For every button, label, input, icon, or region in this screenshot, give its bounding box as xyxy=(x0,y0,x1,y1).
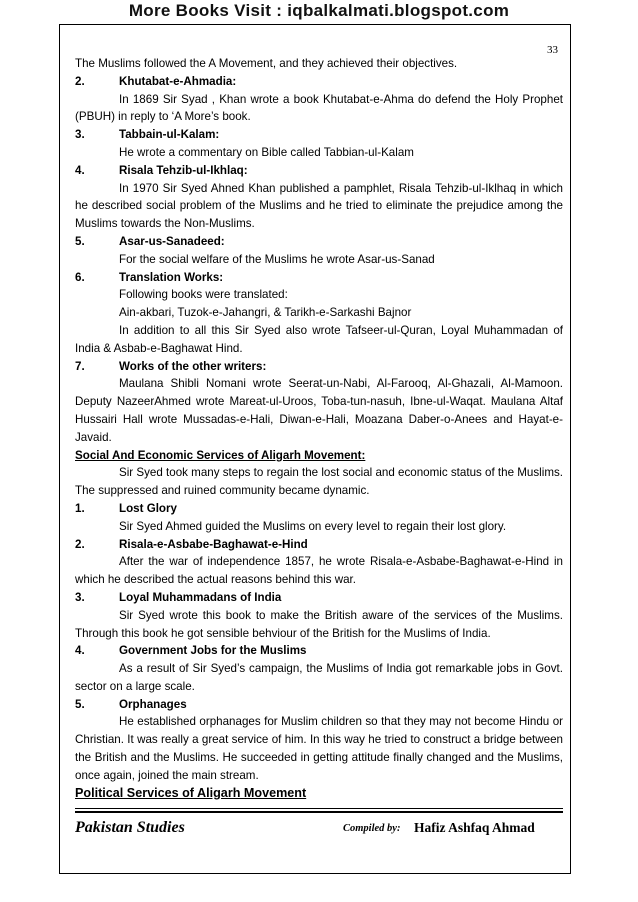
paragraph: Ain-akbari, Tuzok-e-Jahangri, & Tarikh-e-Sarkashi Bajnor xyxy=(119,306,412,320)
page-content xyxy=(75,55,563,802)
section-heading: Political Services of Aligarh Movement xyxy=(75,785,307,800)
heading-text: Risala Tehzib-ul-Ikhlaq: xyxy=(119,163,248,177)
paragraph: In 1970 Sir Syed Ahned Khan published a pamphlet, Risala Tehzib-ul-Iklhaq in which he described social problem of the Muslims and he tried to eliminate the prejudice among the Muslims towards the Non-Muslims. xyxy=(75,181,563,231)
heading-number: 5. xyxy=(75,234,85,248)
heading-number: 4. xyxy=(75,644,85,658)
heading-text: Risala-e-Asbabe-Baghawat-e-Hind xyxy=(119,537,308,551)
numbered-heading xyxy=(75,269,563,287)
heading-number: 2. xyxy=(75,74,85,88)
paragraph: Sir Syed Ahmed guided the Muslims on every level to regain their lost glory. xyxy=(119,519,507,533)
heading-number: 7. xyxy=(75,359,85,373)
heading-number: 3. xyxy=(75,590,85,604)
paragraph: Following books were translated: xyxy=(119,288,288,302)
heading-number: 3. xyxy=(75,128,85,142)
heading-text: Asar-us-Sanadeed: xyxy=(119,234,225,248)
heading-number: 1. xyxy=(75,501,85,515)
paragraph: Sir Syed took many steps to regain the lost social and economic status of the Muslims. The suppressed and ruined community became dynamic. xyxy=(75,466,563,498)
paragraph: He established orphanages for Muslim children so that they may not become Hindu or Christian. It was really a great service of him. In this way he tried to construct a bridge between the British and the Muslims. He succeeded in getting attitude finally changed and the Muslims, once again, joined the main stream. xyxy=(75,715,563,782)
heading-text: Lost Glory xyxy=(119,501,177,515)
heading-number: 2. xyxy=(75,537,85,551)
paragraph: For the social welfare of the Muslims he wrote Asar-us-Sanad xyxy=(119,252,435,266)
footer-author: Hafiz Ashfaq Ahmad xyxy=(414,820,535,835)
heading-text: Works of the other writers: xyxy=(119,359,267,373)
heading-number: 5. xyxy=(75,697,85,711)
site-banner: More Books Visit : iqbalkalmati.blogspot.com xyxy=(128,1,510,20)
numbered-heading xyxy=(75,73,563,91)
paragraph: Sir Syed wrote this book to make the British aware of the services of the Muslims. Through this book he got sensible behviour of the British for the Muslims of India. xyxy=(75,608,563,640)
paragraph: In 1869 Sir Syad , Khan wrote a book Khutabat-e-Ahma do defend the Holy Prophet (PBUH) in reply to ‘A More’s book. xyxy=(75,92,563,124)
heading-text: Government Jobs for the Muslims xyxy=(119,644,307,658)
numbered-heading xyxy=(75,233,563,251)
heading-text: Tabbain-ul-Kalam: xyxy=(119,128,220,142)
paragraph: In addition to all this Sir Syed also wrote Tafseer-ul-Quran, Loyal Muhammadan of India & Asbab-e-Baghawat Hind. xyxy=(75,323,563,355)
numbered-heading xyxy=(75,358,563,376)
heading-text: Khutabat-e-Ahmadia: xyxy=(119,74,237,88)
paragraph: After the war of independence 1857, he wrote Risala-e-Asbabe-Baghawat-e-Hind in which he described the actual reasons behind this war. xyxy=(75,555,563,587)
footer-book-title: Pakistan Studies xyxy=(75,819,185,836)
numbered-heading xyxy=(75,696,563,714)
heading-text: Orphanages xyxy=(119,697,187,711)
paragraph: The Muslims followed the A Movement, and they achieved their objectives. xyxy=(75,57,458,70)
paragraph: He wrote a commentary on Bible called Tabbian-ul-Kalam xyxy=(119,145,414,159)
paragraph: Maulana Shibli Nomani wrote Seerat-un-Nabi, Al-Farooq, Al-Ghazali, Al-Mamoon. Deputy NazeerAhmed wrote Mareat-ul-Uroos, Toba-tun-nasuh, Ibne-ul-Waqat. Maulana Altaf Hussairi Hall wrote Mussadas-e-Hali, Diwan-e-Hali, Moazana Daber-o-Anees and Hayat-e-Javaid. xyxy=(75,377,563,444)
numbered-heading xyxy=(75,536,563,554)
numbered-heading xyxy=(75,642,563,660)
footer-rule-bottom xyxy=(75,811,563,813)
page-number: 33 xyxy=(547,44,558,56)
numbered-heading xyxy=(75,162,563,180)
numbered-heading xyxy=(75,126,563,144)
heading-number: 6. xyxy=(75,270,85,284)
paragraph: As a result of Sir Syed’s campaign, the Muslims of India got remarkable jobs in Govt. sector on a large scale. xyxy=(75,662,563,693)
heading-number: 4. xyxy=(75,163,85,177)
numbered-heading xyxy=(75,589,563,607)
footer-compiled-label: Compiled by: xyxy=(343,823,401,834)
heading-text: Translation Works: xyxy=(119,270,224,284)
numbered-heading xyxy=(75,500,563,518)
footer-rule-top xyxy=(75,808,563,809)
heading-text: Loyal Muhammadans of India xyxy=(119,590,282,604)
section-heading: Social And Economic Services of Aligarh Movement: xyxy=(75,448,366,462)
